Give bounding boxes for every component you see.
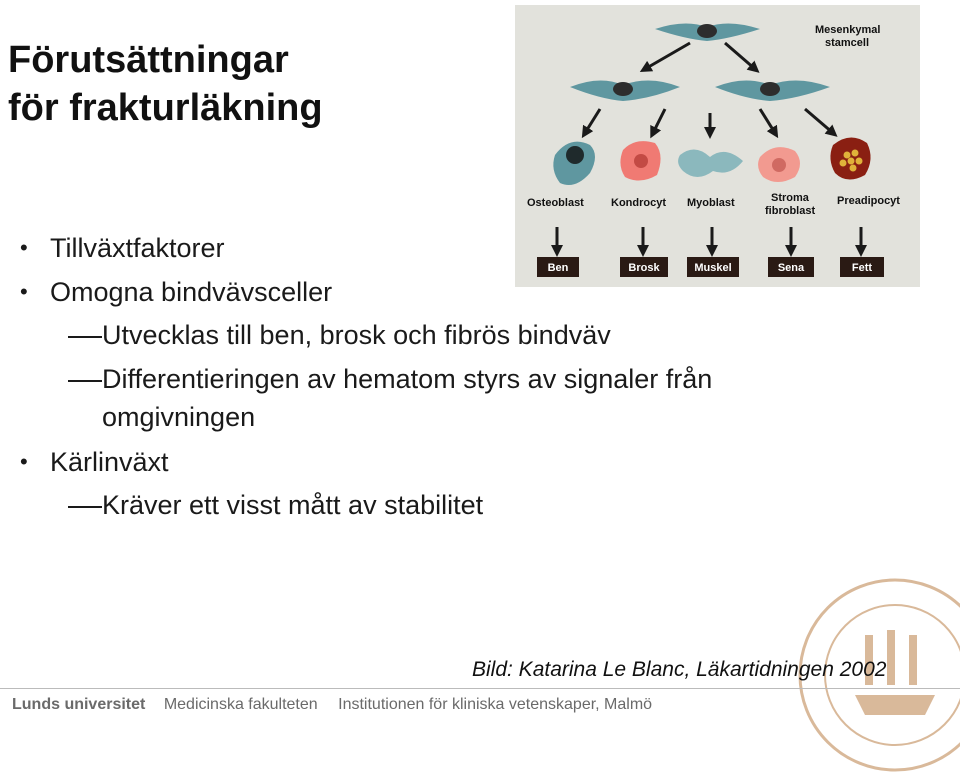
bullet-text: Kärlinväxt: [50, 447, 169, 477]
tissue-label: Brosk: [628, 262, 660, 274]
stem-label-1: Mesenkymal: [815, 24, 881, 36]
bullet-text: Tillväxtfaktorer: [50, 233, 225, 263]
tissue-ben: [537, 257, 579, 277]
tissue-sena: [768, 257, 814, 277]
sub-bullet-text: Utvecklas till ben, brosk och fibrös bindväv: [102, 320, 611, 350]
stem-cell-differentiation-figure: [515, 5, 920, 287]
tissue-brosk: [620, 257, 668, 277]
bullet-dot-icon: •: [20, 279, 28, 304]
tissue-fett: [840, 257, 884, 277]
bullet-dot-icon: •: [20, 449, 28, 474]
title-line-1: Förutsättningar: [8, 39, 289, 81]
label-kondrocyt: Kondrocyt: [611, 197, 666, 209]
footer-faculty: Medicinska fakulteten: [163, 696, 318, 713]
label-preadipocyt: Preadipocyt: [837, 195, 900, 207]
bullet-item: [20, 442, 840, 486]
chondrocyte-cell: [620, 141, 660, 180]
tissue-label: Ben: [547, 262, 569, 274]
stem-label-2: stamcell: [825, 37, 870, 49]
sub-bullet-item: [68, 360, 840, 436]
slide-title: [8, 36, 323, 132]
label-fibroblast: fibroblast: [765, 205, 816, 217]
label-stroma: Stroma: [771, 192, 809, 204]
dash-icon: [68, 506, 102, 508]
title-line-2: för frakturläkning: [8, 87, 323, 129]
footer-institution: Institutionen för kliniska vetenskaper, Malmö: [338, 696, 653, 713]
footer-university: Lunds universitet: [12, 696, 146, 713]
label-osteoblast: Osteoblast: [527, 197, 584, 209]
sub-bullet-item: [68, 486, 840, 524]
tissue-label: Sena: [777, 262, 805, 274]
preadipocyte-cell: [830, 137, 870, 179]
sub-bullet-item: [68, 316, 840, 354]
dash-icon: [68, 336, 102, 338]
tissue-label: Muskel: [694, 262, 732, 274]
tissue-label: Fett: [851, 262, 873, 274]
sub-bullet-text: Differentieringen av hematom styrs av signaler från omgivningen: [102, 364, 713, 432]
bullet-dot-icon: •: [20, 235, 28, 260]
sub-bullet-text: Kräver ett visst mått av stabilitet: [102, 490, 484, 520]
bullet-text: Omogna bindvävsceller: [50, 277, 333, 307]
image-caption: Bild: Katarina Le Blanc, Läkartidningen 2002: [472, 658, 887, 681]
footer: [12, 696, 652, 714]
footer-divider: [0, 688, 960, 689]
tissue-muskel: [687, 257, 739, 277]
dash-icon: [68, 380, 102, 382]
label-myoblast: Myoblast: [687, 197, 735, 209]
